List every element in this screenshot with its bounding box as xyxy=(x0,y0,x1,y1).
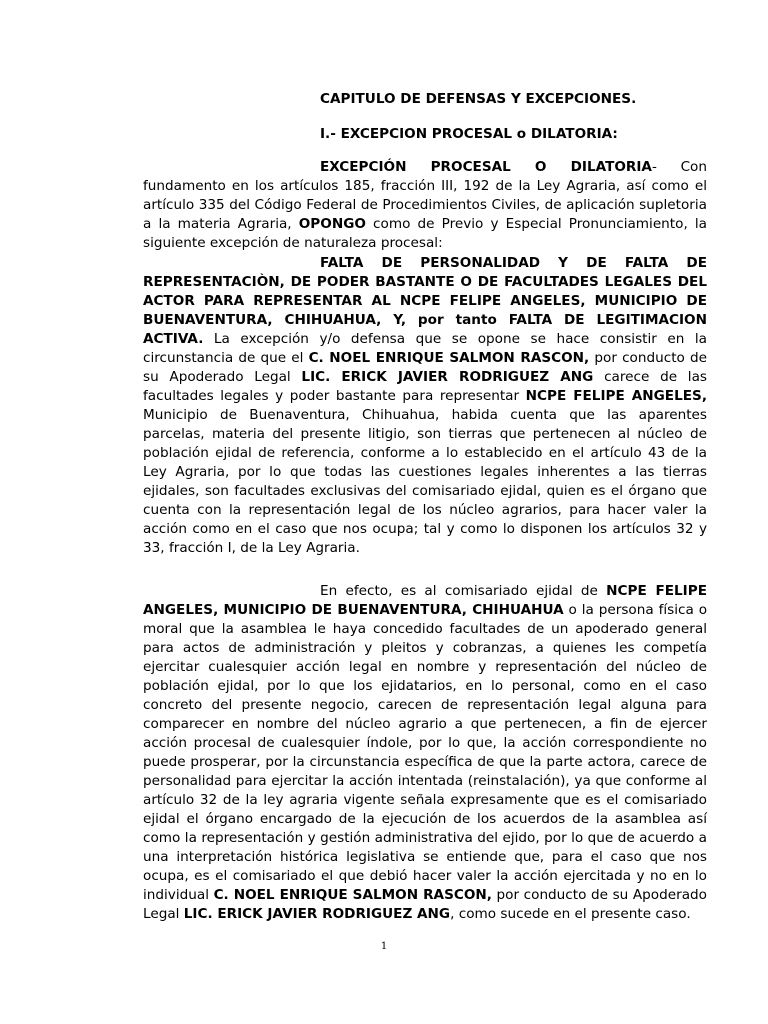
page-number: 1 xyxy=(380,941,388,952)
chapter-title: CAPITULO DE DEFENSAS Y EXCEPCIONES. xyxy=(320,91,637,107)
paragraph-text: La excepción y/o defensa que se opone se hace consistir en la circunstancia de que el xyxy=(143,331,707,366)
paragraph-text: por conducto de su Apoderado Legal xyxy=(143,350,707,385)
paragraph-text: Municipio de Buenaventura, Chihuahua, habida cuenta que las aparentes parcelas, materia del presente litigio, son tierras que pertenecen al núcleo de población ejidal de referencia, conforme a lo establecido en el artículo 43 de la Ley Agraria, por lo que todas las cuestiones legales inherentes a las tierras ejidales, son facultades exclusivas del comisariado ejidal, quien es el órgano que cuenta con la representación legal de los núcleo agrarios, para hacer valer la acción como en el caso que nos ocupa; tal y como lo disponen los artículos 32 y 33, fracción I, de la Ley Agraria. xyxy=(143,407,707,556)
paragraph-falta-personalidad xyxy=(143,254,707,558)
paragraph-excepcion-procesal xyxy=(143,158,707,253)
bold-name: LIC. ERICK JAVIER RODRIGUEZ ANG xyxy=(183,906,451,922)
bold-name: NCPE FELIPE ANGELES, MUNICIPIO DE BUENAVENTURA, CHIHUAHUA xyxy=(143,583,707,618)
paragraph-text: como de Previo y Especial Pronunciamiento, la siguiente excepción de naturaleza procesal: xyxy=(143,216,707,251)
paragraph-text: , como sucede en el presente caso. xyxy=(450,906,691,922)
paragraph-en-efecto xyxy=(143,582,707,924)
paragraph-text: En efecto, es al comisariado ejidal de xyxy=(320,583,607,599)
bold-name: C. NOEL ENRIQUE SALMON RASCON, xyxy=(213,887,492,903)
bold-name: C. NOEL ENRIQUE SALMON RASCON, xyxy=(308,350,590,366)
paragraph-lead: EXCEPCIÓN PROCESAL O DILATORIA xyxy=(320,159,652,175)
paragraph-text: por conducto de su Apoderado Legal xyxy=(143,887,707,922)
paragraph-text: o la persona física o moral que la asamblea le haya concedido facultades de un apoderado general para actos de administración y pleitos y cobranzas, a quienes les competía ejercitar cualesquier acción legal en nombre y representación del núcleo de población ejidal, por lo que los ejidatarios, en lo personal, como en el caso concreto del presente negocio, carecen de representación legal alguna para comparecer en nombre del núcleo agrario a que pertenecen, a fin de ejercer acción procesal de cualesquier índole, por lo que, la acción correspondiente no puede prosperar, por la circunstancia específica de que la parte actora, carece de personalidad para ejercitar la acción intentada (reinstalación), ya que conforme al artículo 32 de la ley agraria vigente señala expresamente que es el comisariado ejidal el órgano encargado de la ejecución de los acuerdos de la asamblea así como la representación y gestión administrativa del ejido, por lo que de acuerdo a una interpretación histórica legislativa se entiende que, para el caso que nos ocupa, es el comisariado el que debió hacer valer la acción ejercitada y no en lo individual xyxy=(143,602,708,903)
paragraph-text: - Con fundamento en los artículos 185, fracción III, 192 de la Ley Agraria, así como el artículo 335 del Código Federal de Procedimientos Civiles, de aplicación supletoria a la materia Agraria, xyxy=(143,159,707,232)
bold-name: NCPE FELIPE ANGELES, xyxy=(525,388,707,404)
bold-name: LIC. ERICK JAVIER RODRIGUEZ ANG xyxy=(301,369,594,385)
paragraph-lead: FALTA DE PERSONALIDAD Y DE FALTA DE REPRESENTACIÒN, DE PODER BASTANTE O DE FACULTADES LEGALES DEL ACTOR PARA REPRESENTAR AL NCPE FELIPE ANGELES, MUNICIPIO DE BUENAVENTURA, CHIHUAHUA, Y, por tanto FALTA DE LEGITIMACION ACTIVA. xyxy=(143,255,707,347)
bold-term: OPONGO xyxy=(298,216,366,232)
section-title: I.- EXCEPCION PROCESAL o DILATORIA: xyxy=(320,126,618,142)
paragraph-text: carece de las facultades legales y poder bastante para representar xyxy=(143,369,707,404)
